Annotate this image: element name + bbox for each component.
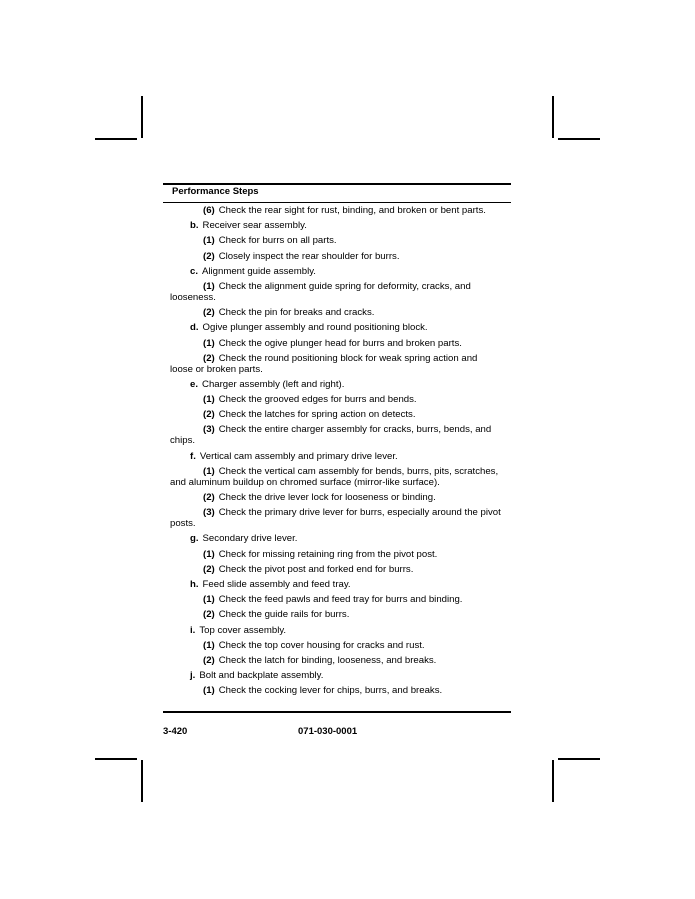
step-text: Check the cocking lever for chips, burrs, and breaks. — [218, 685, 443, 697]
step-text: Check the latches for spring action on detects. — [218, 409, 416, 421]
step-marker: e. — [190, 378, 199, 390]
step-marker: i. — [190, 624, 196, 636]
step-marker: (3) — [203, 507, 215, 519]
step-marker: (1) — [203, 337, 215, 349]
step-text: Check the ogive plunger head for burrs and broken parts. — [218, 337, 462, 349]
step-paragraph — [170, 466, 502, 488]
step-text: Check the alignment guide spring for deformity, cracks, and looseness. — [170, 280, 471, 303]
step-paragraph — [170, 549, 502, 560]
step-marker: (2) — [203, 307, 215, 319]
step-text: Check the round positioning block for weak spring action and loose or broken parts. — [170, 352, 478, 375]
header-underline — [163, 202, 511, 203]
step-marker: (1) — [203, 465, 215, 477]
step-paragraph — [170, 640, 502, 651]
step-marker: (1) — [203, 394, 215, 406]
step-text: Check for missing retaining ring from the pivot post. — [218, 548, 438, 560]
step-paragraph — [170, 394, 502, 405]
step-marker: (6) — [203, 205, 215, 216]
step-text: Check the latch for binding, looseness, and breaks. — [218, 654, 437, 666]
step-text: Feed slide assembly and feed tray. — [202, 578, 351, 590]
step-text: Check for burrs on all parts. — [218, 235, 337, 247]
step-text: Charger assembly (left and right). — [202, 378, 345, 390]
step-text: Check the guide rails for burrs. — [218, 609, 350, 621]
step-marker: (2) — [203, 609, 215, 621]
step-paragraph — [170, 307, 502, 318]
step-marker: (2) — [203, 563, 215, 575]
step-paragraph — [170, 625, 502, 636]
crop-mark-bottom-right — [558, 758, 600, 760]
step-marker: c. — [190, 265, 199, 277]
step-text: Check the primary drive lever for burrs, especially around the pivot posts. — [170, 507, 501, 530]
step-paragraph — [170, 685, 502, 696]
step-text: Check the grooved edges for burrs and bends. — [218, 394, 417, 406]
step-marker: (1) — [203, 685, 215, 697]
step-paragraph — [170, 220, 502, 231]
step-paragraph — [170, 205, 502, 216]
step-marker: (2) — [203, 409, 215, 421]
section-title: Performance Steps — [172, 186, 259, 197]
step-marker: h. — [190, 578, 199, 590]
step-text: Closely inspect the rear shoulder for burrs. — [218, 250, 400, 262]
step-paragraph — [170, 424, 502, 446]
crop-mark-top-right — [552, 96, 554, 138]
crop-mark-top-left — [141, 96, 143, 138]
step-paragraph — [170, 594, 502, 605]
step-text: Check the drive lever lock for looseness or binding. — [218, 492, 436, 503]
step-paragraph — [170, 251, 502, 262]
step-paragraph — [170, 492, 502, 503]
step-text: Top cover assembly. — [199, 624, 287, 636]
header-rule — [163, 183, 511, 185]
step-text: Secondary drive lever. — [202, 533, 298, 545]
step-paragraph — [170, 379, 502, 390]
step-paragraph — [170, 564, 502, 575]
step-paragraph — [170, 670, 502, 681]
step-text: Vertical cam assembly and primary drive lever. — [199, 450, 398, 462]
performance-steps-body — [170, 205, 502, 700]
step-paragraph — [170, 281, 502, 303]
step-text: Check the pin for breaks and cracks. — [218, 307, 375, 319]
step-marker: b. — [190, 220, 199, 232]
step-marker: (1) — [203, 235, 215, 247]
step-marker: (1) — [203, 639, 215, 651]
crop-mark-top-right — [558, 138, 600, 140]
step-text: Check the entire charger assembly for cracks, burrs, bends, and chips. — [170, 424, 492, 447]
step-marker: (2) — [203, 250, 215, 262]
crop-mark-bottom-right — [552, 760, 554, 802]
step-text: Check the top cover housing for cracks and rust. — [218, 639, 425, 651]
step-marker: (3) — [203, 424, 215, 436]
step-marker: g. — [190, 533, 199, 545]
step-marker: (1) — [203, 548, 215, 560]
footer-rule — [163, 711, 511, 713]
step-paragraph — [170, 655, 502, 666]
step-paragraph — [170, 609, 502, 620]
step-text: Check the feed pawls and feed tray for burrs and binding. — [218, 594, 463, 606]
step-text: Check the rear sight for rust, binding, and broken or bent parts. — [218, 205, 486, 216]
step-paragraph — [170, 507, 502, 529]
step-marker: (2) — [203, 492, 215, 503]
step-paragraph — [170, 266, 502, 277]
step-paragraph — [170, 322, 502, 333]
step-paragraph — [170, 579, 502, 590]
step-text: Check the pivot post and forked end for burrs. — [218, 563, 414, 575]
step-text: Alignment guide assembly. — [202, 265, 316, 277]
step-marker: (1) — [203, 280, 215, 292]
step-paragraph — [170, 353, 502, 375]
step-marker: (2) — [203, 352, 215, 364]
step-paragraph — [170, 533, 502, 544]
crop-mark-bottom-left — [141, 760, 143, 802]
crop-mark-bottom-left — [95, 758, 137, 760]
step-marker: d. — [190, 322, 199, 334]
step-paragraph — [170, 338, 502, 349]
step-marker: (2) — [203, 654, 215, 666]
step-text: Ogive plunger assembly and round positioning block. — [202, 322, 428, 334]
step-text: Bolt and backplate assembly. — [199, 670, 324, 682]
step-marker: (1) — [203, 594, 215, 606]
page-number: 3-420 — [163, 726, 188, 737]
step-text: Receiver sear assembly. — [202, 220, 307, 232]
step-paragraph — [170, 409, 502, 420]
document-number: 071-030-0001 — [298, 726, 358, 737]
step-marker: j. — [190, 670, 196, 682]
crop-mark-top-left — [95, 138, 137, 140]
step-text: Check the vertical cam assembly for bends, burrs, pits, scratches, and aluminum buildup on chromed surface (mirror-like surface). — [170, 465, 499, 488]
step-paragraph — [170, 235, 502, 246]
step-marker: f. — [190, 450, 196, 462]
step-paragraph — [170, 451, 502, 462]
